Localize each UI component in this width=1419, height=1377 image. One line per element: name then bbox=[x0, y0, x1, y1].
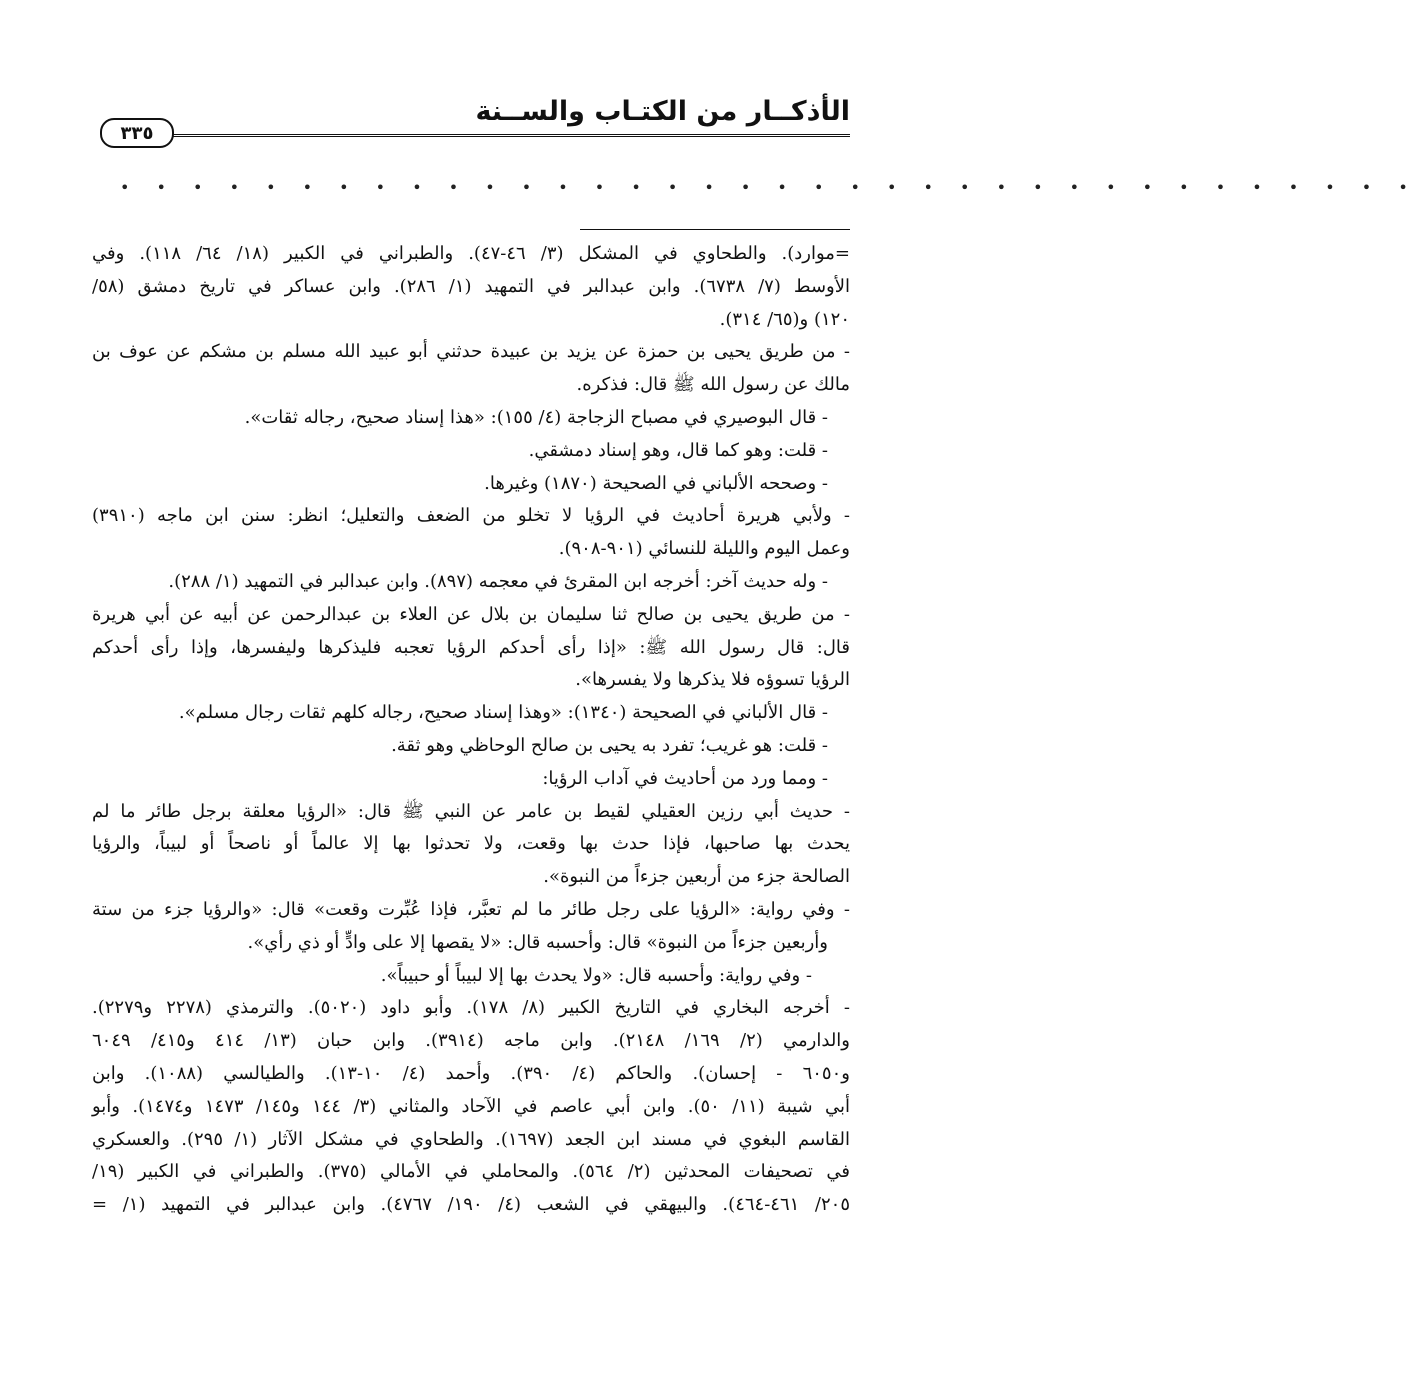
text-line: - قلت: وهو كما قال، وهو إسناد دمشقي. bbox=[528, 439, 828, 461]
footnote-separator bbox=[580, 229, 850, 230]
text-line: - قال البوصيري في مصباح الزجاجة (٤/ ١٥٥): «هذا إسناد صحيح، رجاله ثقات». bbox=[244, 406, 828, 428]
text-line: - من طريق يحيى بن حمزة عن يزيد بن عبيدة حدثني أبو عبيد الله مسلم بن مشكم عن عوف بن bbox=[92, 341, 850, 363]
text-line: والدارمي (٢/ ١٦٩/ ٢١٤٨). وابن ماجه (٣٩١٤). وابن حبان (١٣/ ٤١٤ و٤١٥/ ٦٠٤٩ bbox=[92, 1030, 851, 1052]
page-number: ٣٣٥ bbox=[100, 118, 174, 148]
text-line: - وفي رواية: وأحسبه قال: «ولا يحدث بها إلا لبيباً أو حبيباً». bbox=[380, 964, 812, 986]
header-rule bbox=[166, 134, 850, 137]
text-line: ٢٠٥/ ٤٦١-٤٦٤). والبيهقي في الشعب (٤/ ١٩٠/ ٤٧٦٧). وابن عبدالبر في التمهيد (١/ = bbox=[92, 1194, 851, 1216]
text-line: مالك عن رسول الله ﷺ قال: فذكره. bbox=[576, 374, 850, 396]
text-line: - أخرجه البخاري في التاريخ الكبير (٨/ ١٧٨). وأبو داود (٥٠٢٠). والترمذي (٢٢٧٨ و٢٢٧٩). bbox=[92, 997, 850, 1019]
text-line: يحدث بها صاحبها، فإذا حدث بها وقعت، ولا تحدثوا بها إلا عالماً أو ناصحاً أو لبيباً، والرؤيا bbox=[92, 833, 850, 855]
text-line: القاسم البغوي في مسند ابن الجعد (١٦٩٧). والطحاوي في مشكل الآثار (١/ ٢٩٥). والعسكري bbox=[92, 1128, 850, 1150]
text-line: - حديث أبي رزين العقيلي لقيط بن عامر عن النبي ﷺ قال: «الرؤيا معلقة برجل طائر ما لم bbox=[92, 800, 850, 822]
text-line: قال: قال رسول الله ﷺ: «إذا رأى أحدكم الرؤيا تعجبه فليذكرها وليفسرها، وإذا رأى أحدكم bbox=[92, 636, 850, 658]
text-line: وأربعين جزءاً من النبوة» قال: وأحسبه قال: «لا يقصها إلا على وادٍّ أو ذي رأي». bbox=[247, 931, 828, 953]
text-line: - وصححه الألباني في الصحيحة (١٨٧٠) وغيرها. bbox=[484, 472, 828, 494]
text-line: - من طريق يحيى بن صالح ثنا سليمان بن بلال عن العلاء بن عبدالرحمن عن أبيه عن أبي هريرة bbox=[92, 603, 850, 625]
text-line: - ومما ورد من أحاديث في آداب الرؤيا: bbox=[542, 767, 828, 789]
text-line: وعمل اليوم والليلة للنسائي (٩٠١-٩٠٨). bbox=[558, 538, 850, 560]
footnote-body bbox=[92, 238, 850, 1222]
text-line: الرؤيا تسوؤه فلا يذكرها ولا يفسرها». bbox=[575, 669, 850, 691]
text-line: و٦٠٥٠ - إحسان). والحاكم (٤/ ٣٩٠). وأحمد (٤/ ١٠-١٣). والطيالسي (١٠٨٨). وابن bbox=[92, 1062, 850, 1084]
text-line: =موارد). والطحاوي في المشكل (٣/ ٤٦-٤٧). والطبراني في الكبير (١٨/ ٦٤/ ١١٨). وفي bbox=[92, 243, 851, 264]
text-line: - قلت: هو غريب؛ تفرد به يحيى بن صالح الوحاظي وهو ثقة. bbox=[391, 734, 828, 756]
text-line: الأوسط (٧/ ٦٧٣٨). وابن عبدالبر في التمهيد (١/ ٢٨٦). وابن عساكر في تاريخ دمشق (٥٨/ bbox=[92, 275, 850, 297]
text-line: - وفي رواية: «الرؤيا على رجل طائر ما لم تعبَّر، فإذا عُبِّرت وقعت» قال: «والرؤيا جزء من ستة bbox=[92, 898, 850, 920]
text-line: - قال الألباني في الصحيحة (١٣٤٠): «وهذا إسناد صحيح، رجاله كلهم ثقات رجال مسلم». bbox=[178, 702, 828, 724]
page-header bbox=[100, 96, 850, 152]
separator-dots: • • • • • • • • • • • • • • • • • • • • • • • • • • • • • • • • • • • • bbox=[120, 178, 1419, 197]
text-line: - ولأبي هريرة أحاديث في الرؤيا لا تخلو من الضعف والتعليل؛ انظر: سنن ابن ماجه (٣٩١٠) bbox=[92, 505, 850, 527]
book-title: الأذكــار من الكتـاب والســنة bbox=[475, 96, 850, 127]
text-line: الصالحة جزء من أربعين جزءاً من النبوة». bbox=[543, 866, 850, 888]
text-line: - وله حديث آخر: أخرجه ابن المقرئ في معجمه (٨٩٧). وابن عبدالبر في التمهيد (١/ ٢٨٨). bbox=[168, 570, 828, 592]
text-line: ١٢٠) و(٦٥/ ٣١٤). bbox=[719, 308, 850, 330]
text-line: في تصحيفات المحدثين (٢/ ٥٦٤). والمحاملي في الأمالي (٣٧٥). والطبراني في الكبير (١٩/ bbox=[92, 1161, 850, 1183]
text-line: أبي شيبة (١١/ ٥٠). وابن أبي عاصم في الآحاد والمثاني (٣/ ١٤٤ و١٤٥/ ١٤٧٣ و١٤٧٤). وأبو bbox=[92, 1095, 850, 1117]
